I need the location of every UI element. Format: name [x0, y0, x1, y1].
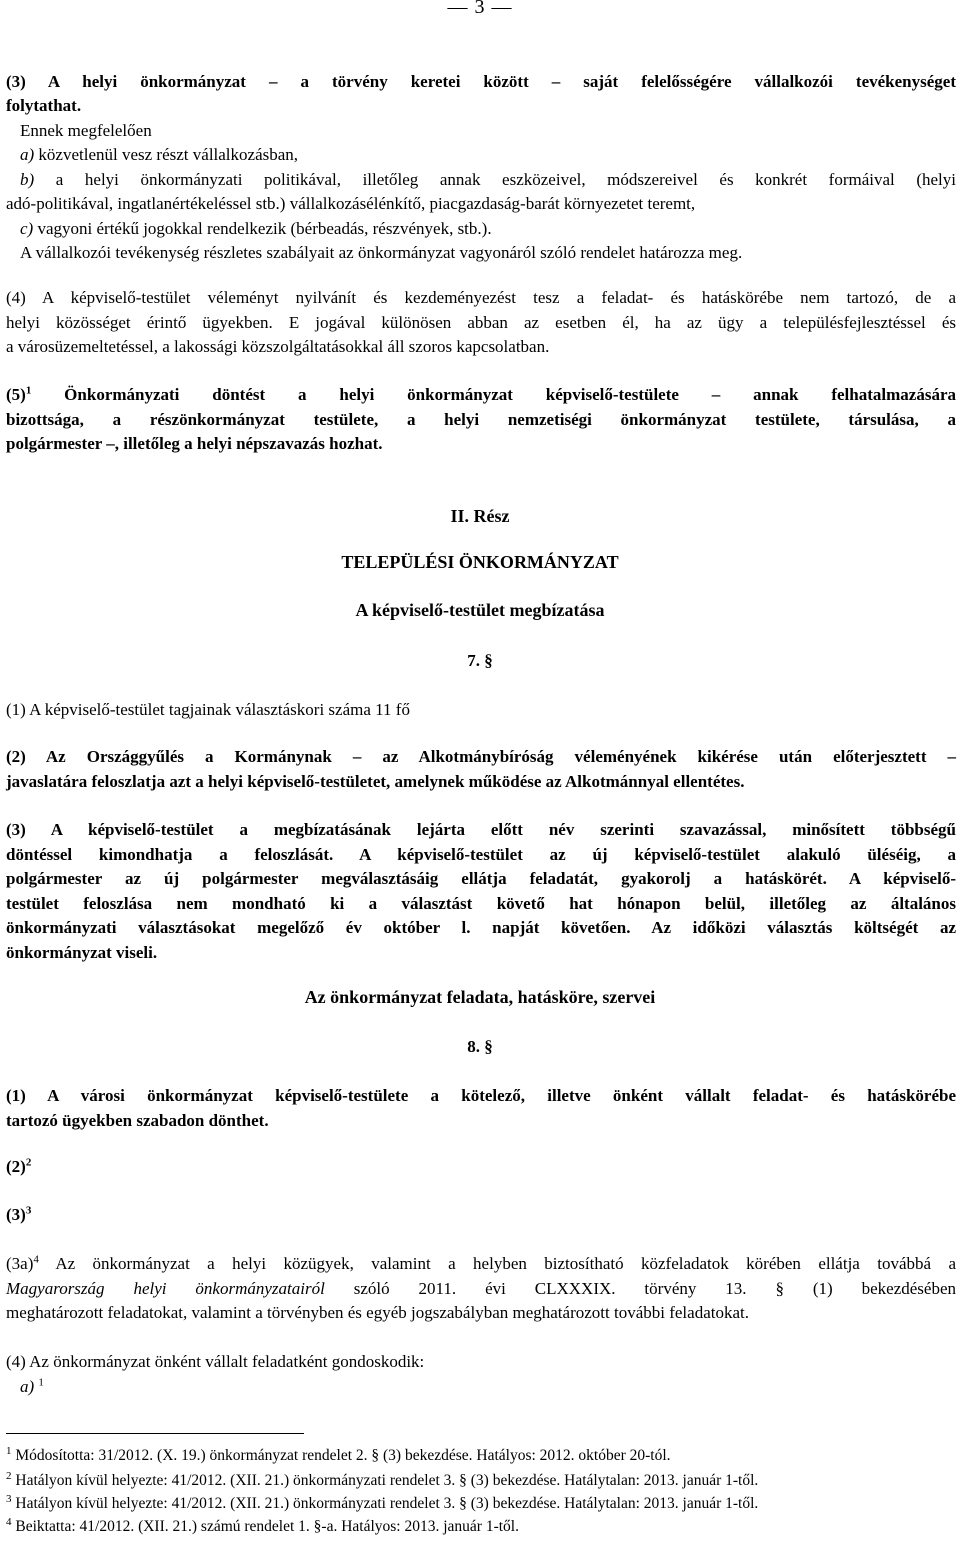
- paragraph-line: (2) Az Országgyűlés a Kormánynak – az Alkotmánybíróság véleményének kikérése után előterjesztett –: [6, 747, 956, 766]
- paragraph-number: (5): [6, 385, 26, 404]
- subtitle-duties: Az önkormányzat feladata, hatásköre, szervei: [304, 987, 656, 1007]
- list-letter: a): [20, 145, 35, 164]
- footnote-number: 1: [6, 1444, 12, 1457]
- paragraph-7-heading: 7. §: [467, 651, 493, 670]
- paragraph-line: polgármester az új polgármester megválasztásáig ellátja feladatát, gyakorolj a hatáskörét. A képviselő-: [6, 869, 956, 888]
- list-letter: c): [20, 218, 34, 238]
- list-item-c: [6, 217, 956, 242]
- paragraph-line: (3) A képviselő-testület a megbízatásának lejárta előtt név szerinti szavazással, minősített többségű: [6, 820, 956, 839]
- page-number: — 3 —: [447, 0, 513, 18]
- section-7-2: [6, 745, 956, 794]
- paragraph-line: meghatározott feladatokat, valamint a törvényben és egyéb jogszabályban meghatározott további feladatokat.: [6, 1303, 749, 1322]
- list-item-a: [6, 143, 956, 168]
- paragraph-line: A vállalkozói tevékenység részletes szabályait az önkormányzat vagyonáról szóló rendelet határozza meg.: [20, 243, 743, 262]
- list-text: közvetlenül vesz részt vállalkozásban,: [34, 145, 299, 164]
- paragraph-line: testület feloszlása nem mondható ki a választást követő hat hónapon belül, illetőleg az általános: [6, 893, 956, 913]
- paragraph-line: [6, 1252, 956, 1277]
- list-letter: b): [20, 169, 35, 189]
- footnote-ref: 1: [38, 1375, 44, 1388]
- paragraph-line: (4) Az önkormányzat önként vállalt feladatként gondoskodik:: [6, 1352, 425, 1371]
- section-8-4: [6, 1350, 956, 1399]
- footnote-text: Hatályon kívül helyezte: 41/2012. (XII. 21.) önkormányzati rendelet 3. § (3) bekezdése. Hatálytalan: 2013. január 1-től.: [11, 1472, 759, 1489]
- footnote-ref: 4: [33, 1253, 39, 1266]
- footnote-3: [6, 1494, 758, 1514]
- footnote-separator: [6, 1433, 304, 1434]
- paragraph-line: helyi közösséget érintő ügyekben. E jogával különösen abban az esetben él, ha az ügy a településfejlesztéssel és: [6, 312, 956, 332]
- paragraph-line: Ennek megfelelően: [20, 120, 152, 140]
- paragraph-number: (2): [6, 1157, 26, 1176]
- paragraph-line: tartozó ügyekben szabadon dönthet.: [6, 1110, 269, 1130]
- law-title: Magyarország helyi önkormányzatairól: [6, 1278, 325, 1298]
- footnote-text: Hatályon kívül helyezte: 41/2012. (XII. 21.) önkormányzati rendelet 3. § (3) bekezdése. Hatálytalan: 2013. január 1-től.: [11, 1495, 759, 1512]
- paragraph-line: (4) A képviselő-testület véleményt nyilvánít és kezdeményezést tesz a feladat- és hatáskörébe nem tartozó, de a: [6, 288, 956, 307]
- footnote-1: [6, 1446, 671, 1466]
- paragraph-line: [6, 383, 956, 408]
- paragraph-8-heading: 8. §: [467, 1037, 493, 1056]
- subtitle-mandate: A képviselő-testület megbízatása: [355, 600, 605, 620]
- section-7-3: [6, 818, 956, 965]
- part-heading: II. Rész: [450, 506, 510, 526]
- list-text: vagyoni értékű jogokkal rendelkezik (bérbeadás, részvények, stb.).: [33, 218, 492, 238]
- footnote-4: [6, 1517, 519, 1537]
- paragraph-3-body: [6, 94, 956, 266]
- paragraph-line: önkormányzat viseli.: [6, 942, 158, 962]
- list-item-a: [6, 1375, 956, 1400]
- section-8-3: [6, 1203, 956, 1228]
- footnote-number: 4: [6, 1515, 12, 1528]
- paragraph-4-opinion: [6, 286, 956, 360]
- paragraph-5-decisions: [6, 383, 956, 457]
- section-title: TELEPÜLÉSI ÖNKORMÁNYZAT: [341, 552, 619, 572]
- paragraph-text: Önkormányzati döntést a helyi önkormányzat képviselő-testülete – annak felhatalmazására: [31, 385, 956, 404]
- paragraph-line: adó-politikával, ingatlanértékeléssel stb.) vállalkozásélénkítő, piacgazdaság-barát környezetet teremt,: [6, 194, 696, 213]
- paragraph-line: (3) A helyi önkormányzat – a törvény keretei között – saját felelősségére vállalkozói tevékenységet: [6, 72, 956, 91]
- paragraph-line: [6, 1277, 956, 1302]
- paragraph-number: (3): [6, 1205, 26, 1224]
- footnote-text: Beiktatta: 41/2012. (XII. 21.) számú rendelet 1. §-a. Hatályos: 2013. január 1-től.: [11, 1518, 519, 1535]
- footnote-2: [6, 1471, 758, 1491]
- paragraph-line: döntéssel kimondhatja a feloszlását. A képviselő-testület az új képviselő-testület alakuló üléséig, a: [6, 844, 956, 864]
- section-8-3a: [6, 1252, 956, 1326]
- paragraph-line: a városüzemeltetéssel, a lakossági közszolgáltatásokkal áll szoros kapcsolatban.: [6, 337, 550, 356]
- paragraph-number: (3a): [6, 1254, 34, 1273]
- footnote-text: Módosította: 31/2012. (X. 19.) önkormányzat rendelet 2. § (3) bekezdése. Hatályos: 2012. október 20-tól.: [11, 1447, 671, 1464]
- paragraph-line: javaslatára feloszlatja azt a helyi képviselő-testületet, amelynek működése az Alkotmánnyal ellentétes.: [6, 771, 745, 791]
- footnote-number: 3: [6, 1492, 12, 1505]
- section-8-2: [6, 1155, 956, 1180]
- list-item-b: [6, 168, 956, 193]
- paragraph-text: szóló 2011. évi CLXXXIX. törvény 13. § (1) bekezdésében: [324, 1278, 957, 1298]
- paragraph-line: folytathat.: [6, 96, 82, 115]
- paragraph-3-business: [6, 70, 956, 95]
- list-text: a helyi önkormányzati politikával, illetőleg annak eszközeivel, módszereivel és konkrét formáival (helyi: [34, 169, 956, 189]
- list-letter: a): [20, 1376, 35, 1396]
- paragraph-line: bizottsága, a részönkormányzat testülete, a helyi nemzetiségi önkormányzat testülete, társulása, a: [6, 409, 956, 429]
- paragraph-line: polgármester –, illetőleg a helyi népszavazás hozhat.: [6, 434, 383, 453]
- footnote-ref: 3: [25, 1204, 32, 1217]
- footnote-number: 2: [6, 1469, 12, 1482]
- paragraph-line: (1) A városi önkormányzat képviselő-testülete a kötelező, illetve önként vállalt feladat- és hatáskörébe: [6, 1086, 956, 1105]
- section-8-1: [6, 1084, 956, 1133]
- footnote-ref: 1: [25, 384, 32, 397]
- paragraph-line: önkormányzati választásokat megelőző év október l. napját követően. Az időközi választás költségét az: [6, 918, 956, 937]
- section-7-1: (1) A képviselő-testület tagjainak választáskori száma 11 fő: [6, 700, 410, 719]
- paragraph-text: Az önkormányzat a helyi közügyek, valamint a helyben biztosítható közfeladatok körében ellátja továbbá a: [38, 1254, 956, 1273]
- footnote-ref: 2: [25, 1156, 32, 1169]
